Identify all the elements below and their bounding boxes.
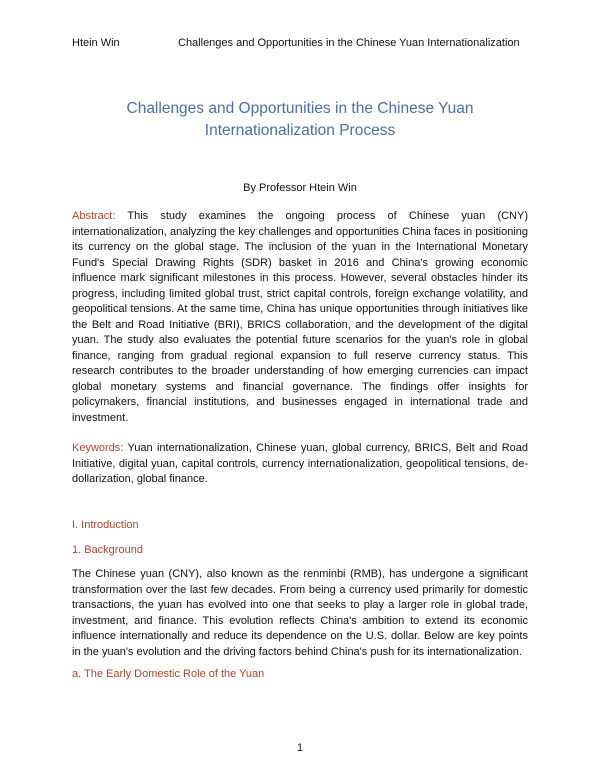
section-heading: I. Introduction (72, 519, 139, 531)
subsection-heading: 1. Background (72, 544, 143, 556)
abstract-text: This study examines the ongoing process of Chinese yuan (CNY) internationalization, analyzing the key challenges and opportunities China faces in positioning its currency on the global stage. The inclusion of the yuan in the International Monetary Fund's Special Drawing Rights (SDR) basket in 2016 and China's growing economic influence mark significant milestones in this process. However, several obstacles hinder its progress, including limited global trust, strict capital controls, foreign exchange volatility, and geopolitical tensions. At the same time, China has unique opportunities through initiatives like the Belt and Road Initiative (BRI), BRICS collaboration, and the development of the digital yuan. The study also evaluates the potential future scenarios for the yuan's role in global finance, ranging from gradual regional expansion to full reserve currency status. This research contributes to the broader understanding of how emerging currencies can impact global monetary systems and financial governance. The findings offer insights for policymakers, financial institutions, and businesses engaged in international trade and investment. (72, 210, 528, 424)
keywords-label: Keywords: (72, 442, 124, 454)
byline: By Professor Htein Win (243, 182, 357, 194)
abstract-label: Abstract: (72, 210, 116, 222)
subsubsection-heading: a. The Early Domestic Role of the Yuan (72, 668, 265, 680)
header-author: Htein Win (72, 37, 120, 49)
keywords-paragraph (72, 441, 528, 488)
background-paragraph: The Chinese yuan (CNY), also known as the renminbi (RMB), has undergone a significant transformation over the last few decades. From being a currency used primarily for domestic transactions, the yuan has evolved into one that seeks to play a larger role in global trade, investment, and finance. This evolution reflects China's ambition to extend its economic influence internationally and reduce its dependence on the U.S. dollar. Below are key points in the yuan's evolution and the driving factors behind China's push for its internationalization. (72, 568, 528, 658)
page-number: 1 (296, 742, 304, 754)
keywords-text: Yuan internationalization, Chinese yuan, global currency, BRICS, Belt and Road Initiative, digital yuan, capital controls, currency internationalization, geopolitical tensions, de-dollarization, global finance. (72, 442, 528, 485)
abstract-paragraph (72, 209, 528, 426)
paper-title: Challenges and Opportunities in the Chinese Yuan Internationalization Process (126, 100, 474, 139)
header-running-title: Challenges and Opportunities in the Chinese Yuan Internationalization (178, 37, 520, 49)
